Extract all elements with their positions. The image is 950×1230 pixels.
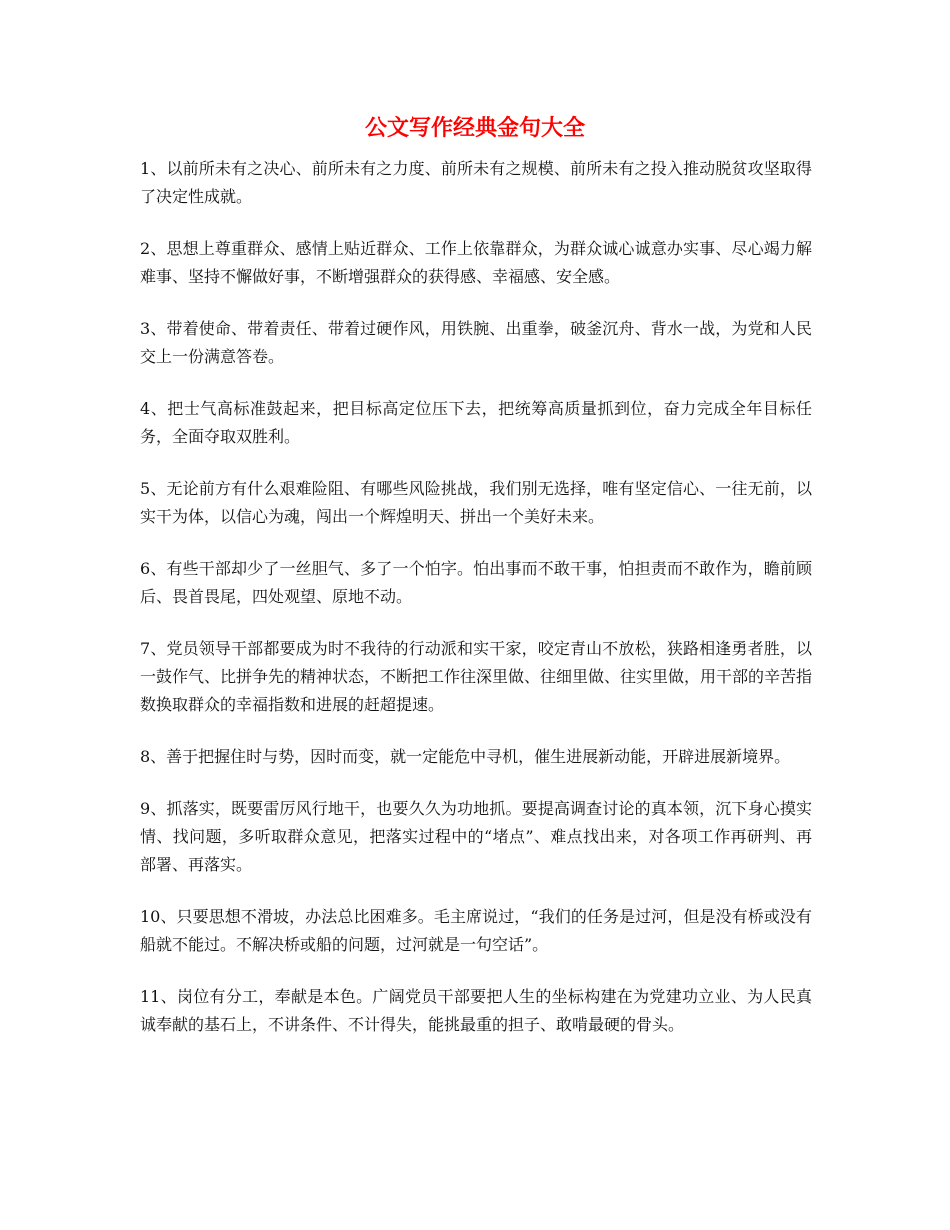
paragraph-6: 6、有些干部却少了一丝胆气、多了一个怕字。怕出事而不敢干事，怕担责而不敢作为，瞻前顾后、畏首畏尾，四处观望、原地不动。 <box>140 559 812 606</box>
paragraph-2: 2、思想上尊重群众、感情上贴近群众、工作上依靠群众，为群众诚心诚意办实事、尽心竭力解难事、坚持不懈做好事，不断增强群众的获得感、幸福感、安全感。 <box>140 239 812 286</box>
paragraph-10: 10、只要思想不滑坡，办法总比困难多。毛主席说过，“我们的任务是过河，但是没有桥或没有船就不能过。不解决桥或船的问题，过河就是一句空话”。 <box>140 907 812 954</box>
paragraph-11: 11、岗位有分工，奉献是本色。广阔党员干部要把人生的坐标构建在为党建功立业、为人民真诚奉献的基石上，不讲条件、不计得失，能挑最重的担子、敢啃最硬的骨头。 <box>140 987 812 1034</box>
paragraph-8: 8、善于把握住时与势，因时而变，就一定能危中寻机，催生进展新动能，开辟进展新境界。 <box>140 747 791 766</box>
paragraph-7: 7、党员领导干部都要成为时不我待的行动派和实干家，咬定青山不放松，狭路相逢勇者胜，以一鼓作气、比拼争先的精神状态，不断把工作往深里做、往细里做、往实里做，用干部的辛苦指数换取群众的幸福指数和进展的赶超提速。 <box>140 639 813 714</box>
paragraph-1: 1、以前所未有之决心、前所未有之力度、前所未有之规模、前所未有之投入推动脱贫攻坚取得了决定性成就。 <box>140 159 812 206</box>
paragraph-5: 5、无论前方有什么艰难险阻、有哪些风险挑战，我们别无选择，唯有坚定信心、一往无前，以实干为体，以信心为魂，闯出一个辉煌明天、拼出一个美好未来。 <box>140 479 812 526</box>
paragraph-3: 3、带着使命、带着责任、带着过硬作风，用铁腕、出重拳，破釜沉舟、背水一战，为党和人民交上一份满意答卷。 <box>140 319 812 366</box>
paragraph-9: 9、抓落实，既要雷厉风行地干，也要久久为功地抓。要提高调查讨论的真本领，沉下身心摸实情、找问题，多听取群众意见，把落实过程中的“堵点”、难点找出来，对各项工作再研判、再部署、再落实。 <box>140 799 812 874</box>
document-body <box>140 155 812 1063</box>
paragraph-4: 4、把士气高标准鼓起来，把目标高定位压下去，把统筹高质量抓到位，奋力完成全年目标任务，全面夺取双胜利。 <box>140 399 812 446</box>
document-title: 公文写作经典金句大全 <box>364 115 585 141</box>
